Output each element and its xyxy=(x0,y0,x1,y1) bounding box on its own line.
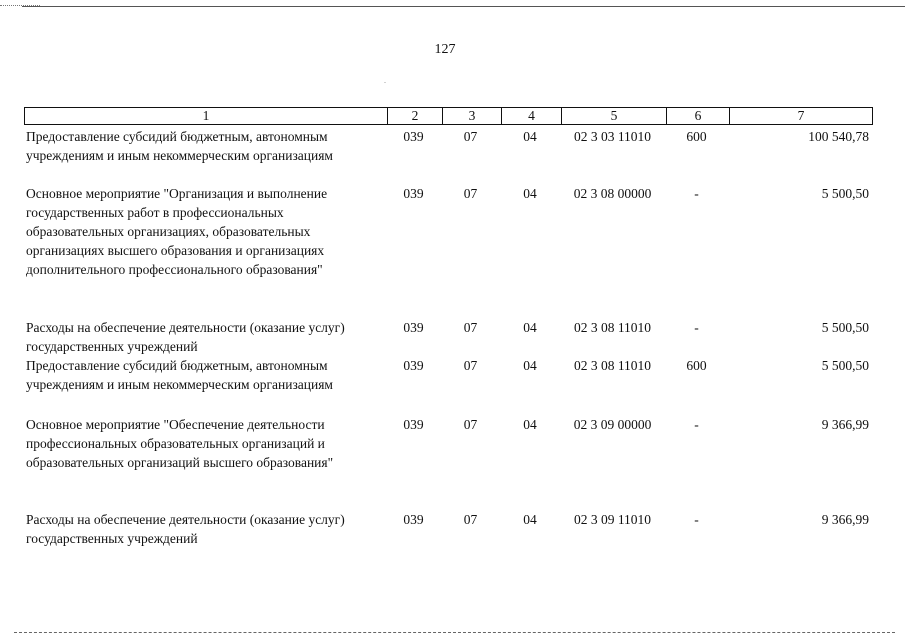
row-col-7: 5 500,50 xyxy=(821,186,869,201)
row-col-7: 100 540,78 xyxy=(808,129,869,144)
row-col-3: 07 xyxy=(463,320,478,335)
row-col-3: 07 xyxy=(463,358,478,373)
row-col-4: 04 xyxy=(523,512,537,527)
row-col-2: 039 xyxy=(403,186,424,201)
header-col-6: 6 xyxy=(666,108,729,124)
table-row xyxy=(24,415,871,472)
row-col-2: 039 xyxy=(403,320,424,335)
row-col-6: 600 xyxy=(686,129,707,144)
table-row xyxy=(24,127,871,165)
row-name: Основное мероприятие "Обеспечение деятельности профессиональных образовательных организаций и образовательных организаций высшего образования" xyxy=(26,417,334,470)
row-col-2: 039 xyxy=(403,512,424,527)
row-col-4: 04 xyxy=(523,186,537,201)
row-name: Расходы на обеспечение деятельности (оказание услуг) государственных учреждений xyxy=(26,320,345,354)
row-col-4: 04 xyxy=(523,417,537,432)
scan-bottom-line xyxy=(14,632,895,633)
table-row xyxy=(24,318,871,356)
row-col-2: 039 xyxy=(403,358,424,373)
scan-top-line xyxy=(22,6,905,7)
row-col-6: 600 xyxy=(686,358,707,373)
table-row xyxy=(24,184,871,279)
row-col-5: 02 3 08 00000 xyxy=(573,186,652,201)
row-col-3: 07 xyxy=(463,129,478,144)
row-name: Предоставление субсидий бюджетным, автономным учреждениям и иным некоммерческим организациям xyxy=(26,129,333,163)
row-col-7: 9 366,99 xyxy=(821,512,869,527)
row-name: Расходы на обеспечение деятельности (оказание услуг) государственных учреждений xyxy=(26,512,345,546)
row-col-6: - xyxy=(694,417,699,432)
page-number: 127 xyxy=(434,42,456,57)
row-col-4: 04 xyxy=(523,358,537,373)
row-col-5: 02 3 08 11010 xyxy=(573,358,652,373)
row-col-3: 07 xyxy=(463,512,478,527)
row-col-3: 07 xyxy=(463,186,478,201)
header-col-3: 3 xyxy=(442,108,501,124)
row-col-3: 07 xyxy=(463,417,478,432)
row-col-5: 02 3 09 00000 xyxy=(573,417,652,432)
row-col-7: 9 366,99 xyxy=(821,417,869,432)
row-col-5: 02 3 09 11010 xyxy=(573,512,652,527)
row-col-5: 02 3 08 11010 xyxy=(573,320,652,335)
table-row xyxy=(24,356,871,394)
row-col-5: 02 3 03 11010 xyxy=(573,129,652,144)
row-col-6: - xyxy=(694,512,699,527)
header-col-1: 1 xyxy=(202,108,210,123)
table-header xyxy=(24,107,873,125)
row-col-6: - xyxy=(694,186,699,201)
row-name: Предоставление субсидий бюджетным, автономным учреждениям и иным некоммерческим организациям xyxy=(26,358,333,392)
row-col-7: 5 500,50 xyxy=(821,320,869,335)
row-col-7: 5 500,50 xyxy=(821,358,869,373)
row-col-4: 04 xyxy=(523,320,537,335)
row-col-2: 039 xyxy=(403,417,424,432)
scan-dot: . xyxy=(384,76,386,85)
row-col-2: 039 xyxy=(403,129,424,144)
row-name: Основное мероприятие "Организация и выполнение государственных работ в профессиональных образовательных организациях, образовательных организациях высшего образования и организациях дополнительного профессионального образования" xyxy=(26,186,328,277)
table-row xyxy=(24,510,871,548)
header-col-7: 7 xyxy=(729,108,872,124)
row-col-6: - xyxy=(694,320,699,335)
header-col-2: 2 xyxy=(387,108,442,124)
header-col-5: 5 xyxy=(561,108,666,124)
header-col-4: 4 xyxy=(501,108,561,124)
row-col-4: 04 xyxy=(523,129,537,144)
